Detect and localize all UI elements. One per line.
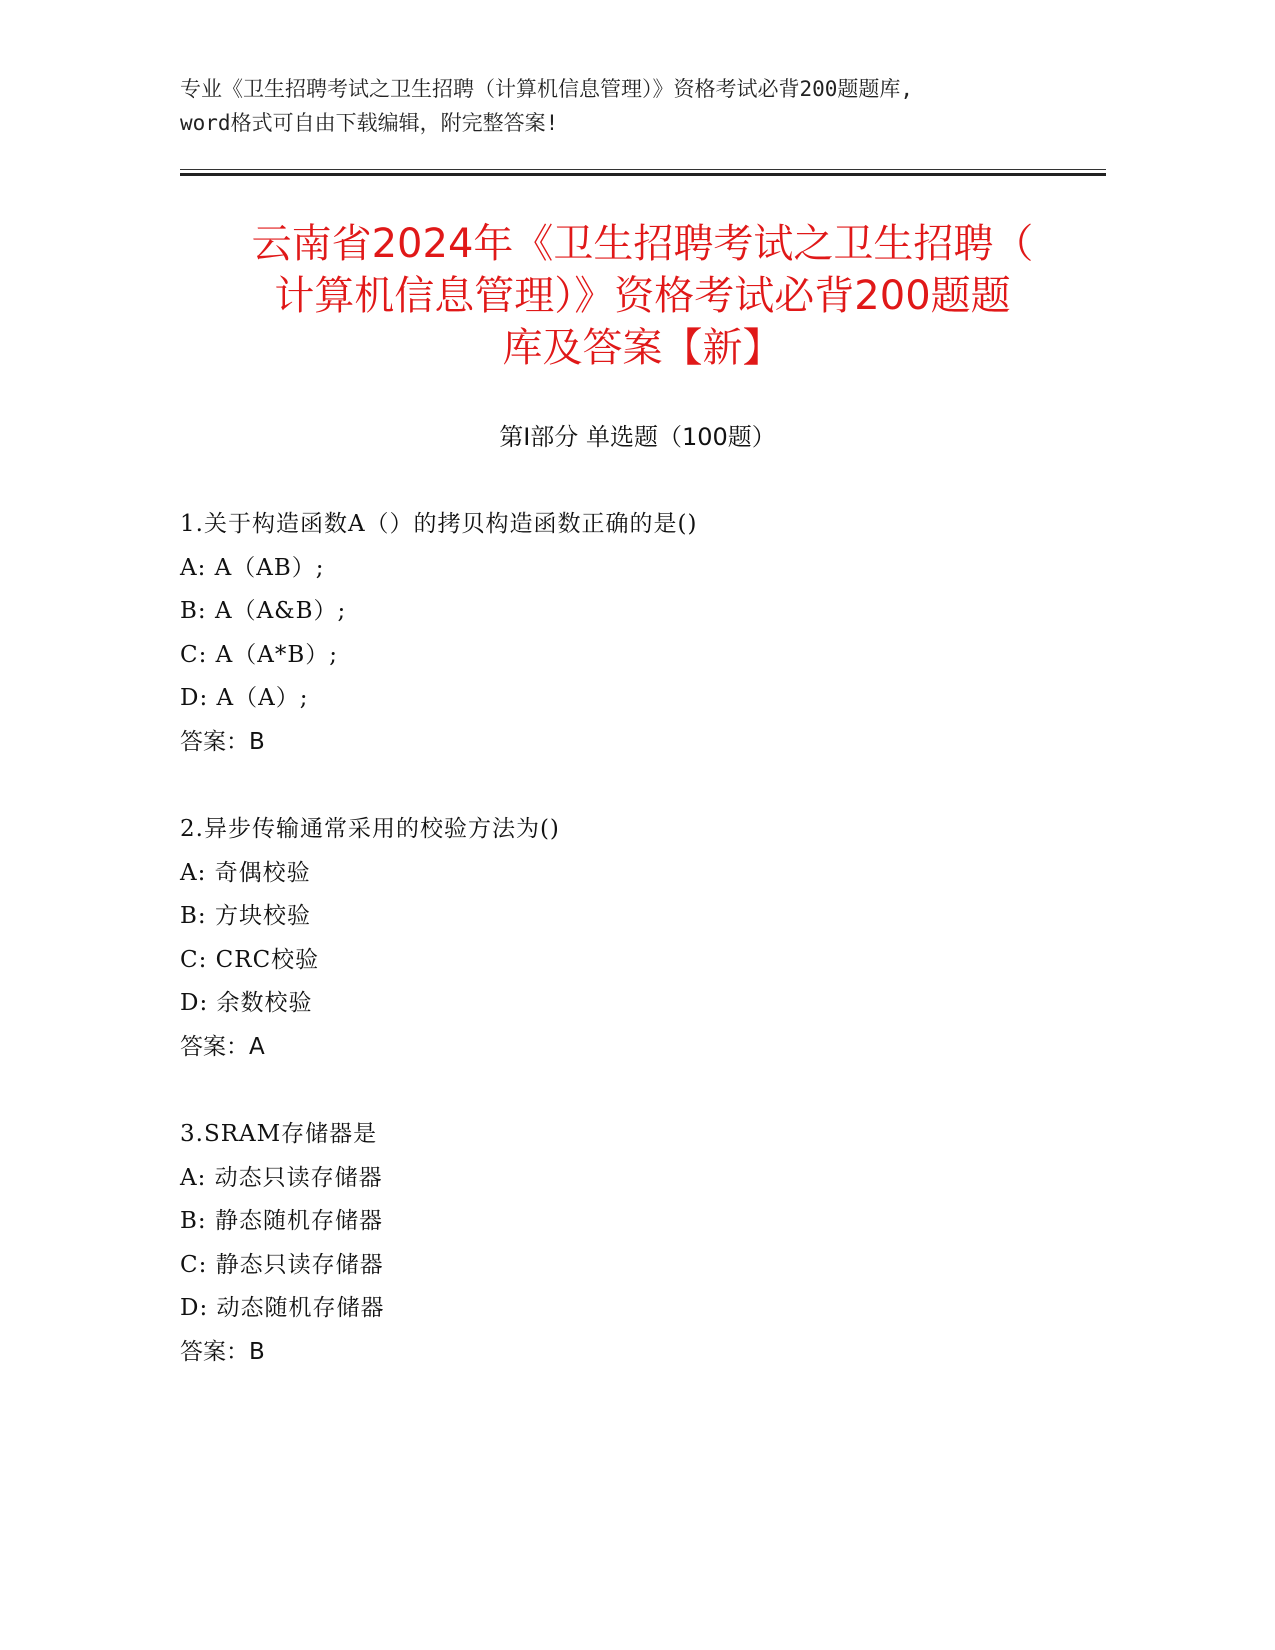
question-stem: 2.异步传输通常采用的校验方法为() — [180, 816, 560, 842]
question-stem: 1.关于构造函数A（）的拷贝构造函数正确的是() — [180, 511, 698, 537]
document-title-line-1: 云南省2024年《卫生招聘考试之卫生招聘（ — [251, 221, 1034, 267]
document-title-line-3: 库及答案【新】 — [502, 325, 783, 371]
option-b: B: 方块校验 — [180, 903, 311, 929]
header-note — [180, 72, 1110, 140]
question-block — [180, 503, 1080, 764]
answer-line: 答案：B — [180, 728, 265, 755]
option-c: C: A（A*B）; — [180, 641, 339, 668]
option-d: D: 动态随机存储器 — [180, 1295, 385, 1321]
option-a: A: 动态只读存储器 — [180, 1164, 383, 1191]
document-title-line-2: 计算机信息管理）》资格考试必背200题题 — [274, 273, 1011, 319]
document-title — [150, 218, 1135, 374]
answer-line: 答案：B — [180, 1338, 265, 1365]
option-a: A: 奇偶校验 — [180, 859, 311, 886]
question-stem: 3.SRAM存储器是 — [180, 1121, 378, 1147]
question-block — [180, 808, 1080, 1069]
option-d: D: 余数校验 — [180, 990, 313, 1016]
option-b: B: 静态随机存储器 — [180, 1208, 383, 1234]
question-block — [180, 1113, 1080, 1374]
option-c: C: CRC校验 — [180, 946, 320, 973]
answer-line: 答案：A — [180, 1033, 265, 1060]
header-note-line-1: 专业《卫生招聘考试之卫生招聘（计算机信息管理）》资格考试必背200题题库, — [180, 77, 914, 101]
option-b: B: A（A&B）; — [180, 598, 347, 624]
option-a: A: A（AB）; — [180, 554, 325, 581]
header-divider-thick — [180, 173, 1106, 176]
option-c: C: 静态只读存储器 — [180, 1251, 384, 1278]
section-heading: 第Ⅰ部分 单选题（100题） — [499, 423, 776, 451]
header-note-line-2: word格式可自由下载编辑，附完整答案! — [180, 111, 559, 135]
option-d: D: A（A）; — [180, 685, 309, 711]
header-divider-thin — [180, 169, 1106, 170]
